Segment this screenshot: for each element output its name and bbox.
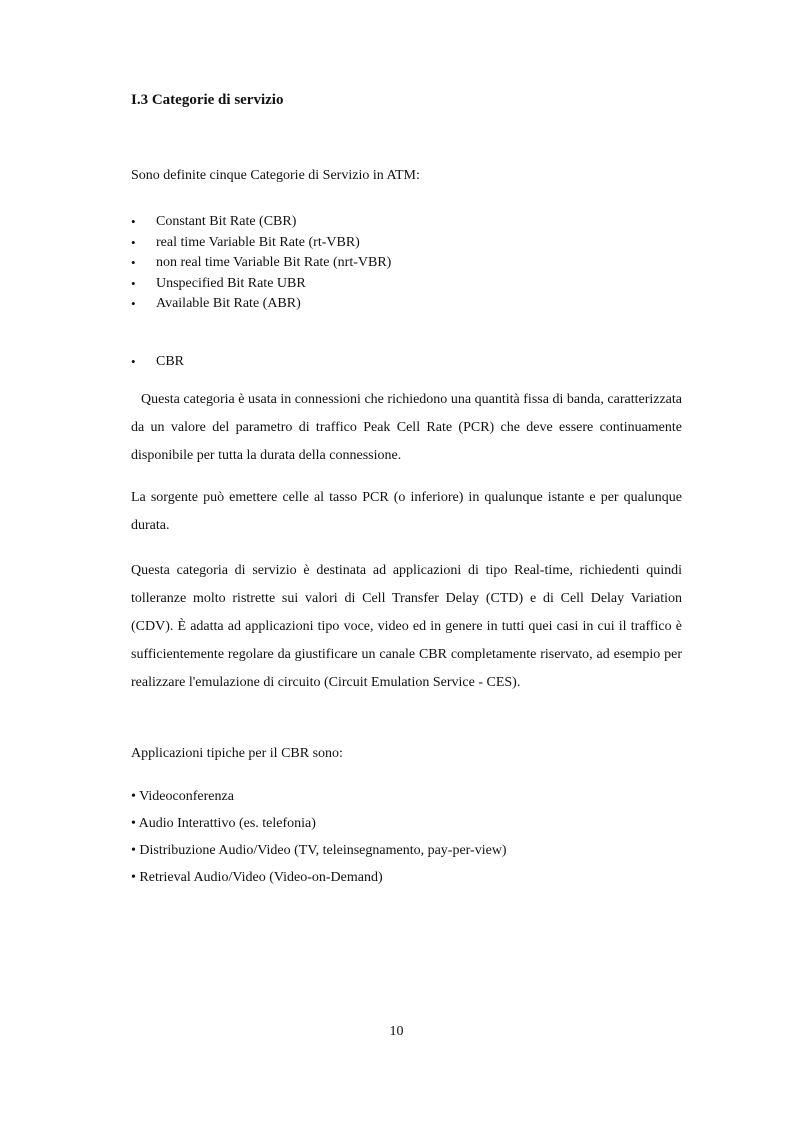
list-item: • Videoconferenza — [131, 789, 234, 804]
list-item — [131, 212, 391, 233]
bullet-icon: • — [131, 354, 136, 369]
intro-text: Sono definite cinque Categorie di Servizio in ATM: — [131, 168, 420, 183]
list-item: • Audio Interattivo (es. telefonia) — [131, 816, 316, 831]
list-item-text: Constant Bit Rate (CBR) — [156, 214, 297, 229]
list-item — [131, 233, 391, 254]
cbr-subheading-text: CBR — [156, 354, 185, 369]
section-title: I.3 Categorie di servizio — [131, 92, 284, 108]
list-item-text: non real time Variable Bit Rate (nrt-VBR) — [156, 255, 392, 271]
bullet-icon: • — [131, 275, 136, 291]
bullet-icon: • — [131, 234, 136, 250]
paragraph: Questa categoria è usata in connessioni che richiedono una quantità fissa di banda, caratterizzata da un valore del parametro di traffico Peak Cell Rate (PCR) che deve essere continuamente disponibile per tutta la durata della connessione. — [131, 392, 682, 463]
list-item — [131, 274, 391, 295]
cbr-subheading — [131, 352, 184, 372]
paragraph: Questa categoria di servizio è destinata ad applicazioni di tipo Real-time, richiedenti quindi tolleranze molto ristrette sui valori di Cell Transfer Delay (CTD) e di Cell Delay Variation (CDV). È adatta ad applicazioni tipo voce, video ed in genere in tutti quei casi in cui il traffico è sufficientemente regolare da giustificare un canale CBR completamente riservato, ad esempio per realizzare l'emulazione di circuito (Circuit Emulation Service - CES). — [131, 563, 682, 690]
page-number: 10 — [389, 1024, 404, 1039]
bullet-icon: • — [131, 296, 136, 312]
paragraph: Applicazioni tipiche per il CBR sono: — [131, 746, 343, 761]
list-item-text: Available Bit Rate (ABR) — [156, 296, 301, 312]
list-item: • Distribuzione Audio/Video (TV, teleinsegnamento, pay-per-view) — [131, 843, 507, 858]
bullet-icon: • — [131, 214, 136, 229]
service-category-list — [131, 212, 391, 315]
application-list — [131, 783, 507, 891]
paragraph: La sorgente può emettere celle al tasso PCR (o inferiore) in qualunque istante e per qualunque durata. — [131, 490, 682, 533]
list-item — [131, 253, 391, 274]
list-item: • Retrieval Audio/Video (Video-on-Demand) — [131, 870, 383, 885]
list-item-text: Unspecified Bit Rate UBR — [156, 275, 306, 291]
list-item-text: real time Variable Bit Rate (rt-VBR) — [156, 234, 360, 250]
list-item — [131, 294, 391, 315]
bullet-icon: • — [131, 255, 136, 271]
